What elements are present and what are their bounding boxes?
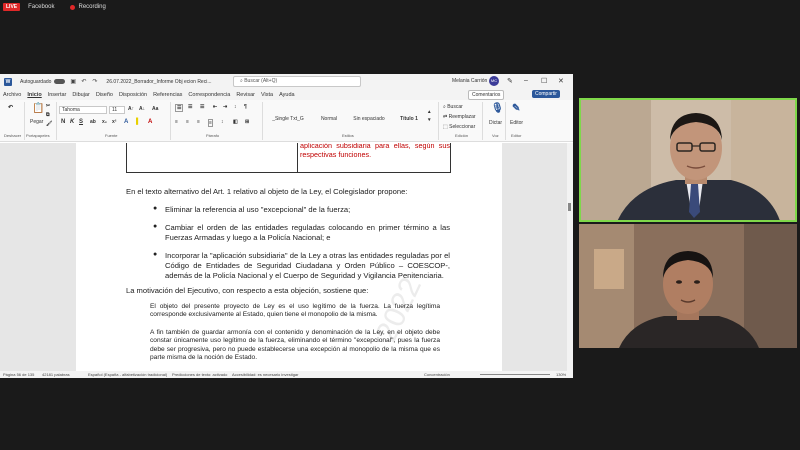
menu-referencias[interactable]: Referencias [153,91,183,98]
title-bar [0,74,573,89]
bullet-dot-icon: ● [153,205,158,212]
minimize-icon[interactable]: – [524,77,528,84]
word-count[interactable]: 42181 palabras [42,372,70,377]
page-count[interactable]: Página 56 de 135 [3,372,35,377]
format-painter-icon[interactable]: 🖌 [46,121,53,127]
font-group-label: Fuente [105,133,118,138]
menu-inicio[interactable]: Inicio [27,91,42,98]
edit-group-label: Edición [455,133,469,138]
highlight-icon[interactable]: ▌ [136,119,141,125]
recording-label: Recording [78,4,106,10]
shrink-font-icon[interactable]: A↓ [139,106,146,112]
zoom-level[interactable]: 130% [556,372,567,377]
scrollbar-thumb[interactable] [568,203,571,211]
borders-icon[interactable]: ⊞ [245,119,250,125]
autosave-toggle[interactable] [54,79,65,84]
bullet-3: Incorporar la "aplicación subsidiaria" de la Ley a otras las entidades reguladas por el Código de Entidades de Seguridad Ciudadana y Orden Público – COESCOP-, además de la Policía Nacional y el Cuerpo de Seguridad y Vigilancia Penitenciaria. [165,251,450,280]
search-input[interactable] [233,76,361,87]
underline-icon[interactable]: S [79,119,84,125]
select-button[interactable]: ⬚ Seleccionar [443,124,476,130]
bullet-2: Cambiar el orden de las entidades reguladas colocando en primer término a las Fuerzas Armadas y luego a la Policía Nacional; e [165,223,450,242]
document-page[interactable] [76,143,502,371]
undo-group-label: Deshacer [4,133,22,138]
style-titulo-1[interactable]: Título 1 [400,116,418,122]
facebook-live-label[interactable]: Facebook [28,4,55,10]
superscript-icon[interactable]: x² [112,119,117,125]
replace-icon: ⇄ [443,114,449,120]
quote-1: El objeto del presente proyecto de Ley es el uso legítimo de la fuerza. La fuerza legítima corresponde exclusivamente al Estado, quien tiene el monopolio de la misma. [150,303,440,319]
shading-icon[interactable]: ◧ [233,119,238,125]
menu-bar [0,89,573,100]
accessibility-status[interactable]: Accesibilidad: es necesario investigar [232,372,299,377]
ribbon-separator [482,102,483,140]
language-status[interactable]: Español (España - alfabetización tradicional) [88,372,168,377]
grow-font-icon[interactable]: A↑ [128,106,135,112]
select-icon: ⬚ [443,124,450,130]
paste-label[interactable]: Pegar [30,119,44,125]
justify-icon[interactable]: ≡ [209,120,212,126]
replace-button[interactable]: ⇄ Reemplazar [443,114,476,120]
ribbon-separator [56,102,57,140]
bullet-1: Eliminar la referencia al uso "excepcional" de la fuerza; [165,205,351,214]
table-divider [297,143,298,173]
bullet-dot-icon: ● [153,223,158,230]
maximize-icon[interactable]: ☐ [541,78,548,85]
record-dot-icon [70,5,75,10]
editor-icon[interactable]: ✎ [512,103,521,114]
document-name[interactable]: 26.07.2022_Borrador_Informe Obj ecion Reci... [106,78,212,85]
style-single-txt[interactable]: _Single Txt_G [272,116,304,122]
strikethrough-icon[interactable]: ab [90,119,96,125]
sort-icon[interactable]: ↕ [234,104,237,110]
share-button[interactable]: Compartir [532,90,560,98]
find-icon: ⌕ [443,104,448,110]
menu-vista[interactable]: Vista [260,91,274,98]
bold-icon[interactable]: N [61,119,66,125]
close-icon[interactable]: ✕ [558,78,564,85]
status-bar [0,371,573,378]
predictions-status[interactable]: Predicciones de texto: activado [172,372,228,377]
undo-ribbon-icon[interactable]: ↶ [8,105,14,111]
editor-group-label: Editor [511,133,522,138]
decrease-indent-icon[interactable]: ⇤ [213,104,218,110]
subscript-icon[interactable]: x₂ [102,119,108,125]
document-area [0,143,567,371]
menu-revisar[interactable]: Revisar [236,91,255,98]
numbering-icon[interactable]: ☰ [188,104,193,110]
vertical-scrollbar[interactable] [567,143,573,371]
change-case-icon[interactable]: Aa [152,106,159,112]
zoom-top-bar [0,0,800,14]
paragraph-1: En el texto alternativo del Art. 1 relativo al objeto de la Ley, el Colegislador propone: [126,187,408,196]
menu-dibujar[interactable]: Dibujar [72,91,90,98]
pen-icon[interactable]: ✎ [507,78,513,85]
menu-diseno[interactable]: Diseño [95,91,113,98]
watermark: 2022 [369,272,428,348]
table-cell-text: aplicación subsidiaria para ellas, según sus respectivas funciones. [300,143,450,159]
voice-group-label: Voz [492,133,499,138]
ribbon-separator [170,102,171,140]
editor-label[interactable]: Editor [510,120,524,126]
redo-icon[interactable]: ↷ [92,78,98,85]
focus-mode[interactable]: Concentración [424,372,450,377]
ribbon-separator [505,102,506,140]
ribbon-separator [24,102,25,140]
participant-2-video [579,224,797,348]
undo-icon[interactable]: ↶ [81,78,87,85]
paragraph-group-label: Párrafo [206,133,220,138]
clipboard-group-label: Portapapeles [26,133,50,138]
align-right-icon[interactable]: ≡ [197,119,200,125]
video-tile-participant[interactable] [579,224,797,348]
font-size-select[interactable]: 11 [109,106,125,114]
styles-group-label: Estilos [342,133,354,138]
bullets-icon[interactable]: ☰ [177,105,182,111]
text-effects-icon[interactable]: A [124,119,129,125]
search-icon: ⌕ [240,78,245,84]
dictate-label[interactable]: Dictar [489,120,503,126]
ribbon-separator [262,102,263,140]
bullet-dot-icon: ● [153,251,158,258]
search-placeholder: Buscar (Alt+Q) [244,78,278,84]
styles-scroll-down-icon[interactable]: ▾ [428,117,431,123]
menu-ayuda[interactable]: Ayuda [279,91,295,98]
recording-indicator [70,4,105,10]
live-badge: LIVE [3,3,20,11]
quote-2: A fin también de guardar armonía con el contenido y denominación de la Ley, en el objeto debe constar únicamente uso legítimo de la fuerza, eliminando el término "excepcional", pues la fuerza debe ser progresiva, pero no puede establecerse una excepción al monopolio de la misma que es parte misma de la noción de Estado. [150,329,440,362]
save-icon[interactable]: ▣ [70,78,77,85]
table-fragment [126,143,451,173]
align-left-icon[interactable]: ≡ [175,119,178,125]
menu-archivo[interactable]: Archivo [3,91,22,98]
autosave-label: Autoguardado [20,78,52,85]
find-button[interactable]: ⌕ Buscar [443,104,463,110]
ribbon-separator [438,102,439,140]
dictate-icon[interactable]: 🎙 [491,103,504,114]
align-center-icon[interactable]: ≡ [186,119,189,125]
avatar[interactable]: MC [489,76,499,86]
style-sin-espaciado[interactable]: Sin espaciado [353,116,385,122]
multilevel-list-icon[interactable]: ☰ [200,104,205,110]
word-window [0,74,573,378]
paste-icon[interactable]: 📋 [32,103,45,114]
word-logo-icon: W [5,78,11,85]
comments-button[interactable]: Comentarios [468,90,504,100]
increase-indent-icon[interactable]: ⇥ [223,104,228,110]
style-normal[interactable]: Normal [320,116,338,122]
font-name-select[interactable]: Tahoma [59,106,107,114]
line-spacing-icon[interactable]: ↕ [221,119,224,125]
video-tile-active-speaker[interactable] [579,98,797,222]
menu-disposicion[interactable]: Disposición [118,91,148,98]
menu-correspondencia[interactable]: Correspondencia [188,91,231,98]
user-name: Melania Carrión [452,78,488,84]
paragraph-2: La motivación del Ejecutivo, con respecto a esta objeción, sostiene que: [126,286,369,295]
styles-scroll-up-icon[interactable]: ▴ [428,109,431,115]
font-color-icon[interactable]: A [148,119,153,125]
zoom-slider[interactable] [480,374,550,375]
participant-1-video [581,100,797,222]
copy-icon[interactable]: ⧉ [46,112,50,118]
ribbon [0,100,573,142]
cut-icon[interactable]: ✂ [46,103,51,109]
menu-insertar[interactable]: Insertar [47,91,67,98]
italic-icon[interactable]: K [70,119,75,125]
show-marks-icon[interactable]: ¶ [244,104,247,110]
